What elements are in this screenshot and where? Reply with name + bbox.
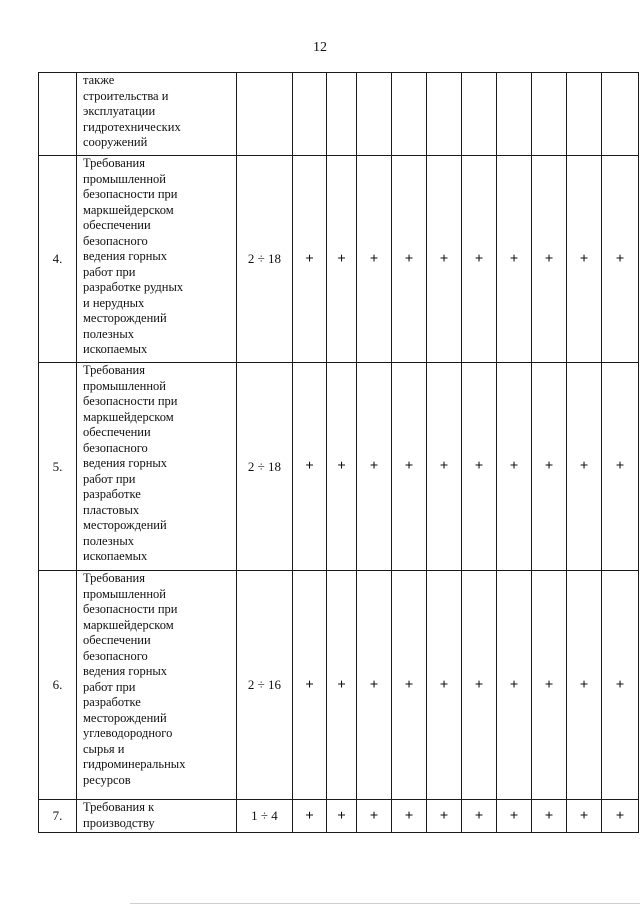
plus-mark: + — [357, 571, 392, 800]
description-line: обеспечении — [83, 218, 151, 232]
table-row — [39, 156, 639, 363]
plus-mark: + — [602, 571, 639, 800]
scan-edge-line — [130, 903, 640, 904]
range-value: 2 ÷ 16 — [237, 571, 293, 800]
plus-mark: + — [602, 363, 639, 571]
plus-mark: + — [392, 363, 427, 571]
plus-mark: + — [497, 571, 532, 800]
description-line: безопасного — [83, 233, 148, 248]
description-line: безопасности при — [83, 602, 178, 616]
plus-mark: + — [497, 156, 532, 363]
plus-mark: + — [293, 363, 327, 571]
description-line: безопасности при — [83, 394, 178, 408]
description-line: ведения горных — [83, 664, 168, 678]
description-line: гидроминеральных — [83, 757, 186, 771]
plus-mark: + — [327, 800, 357, 833]
row-number: 7. — [39, 800, 77, 833]
description-line: полезных — [83, 326, 134, 341]
table-row — [39, 571, 639, 800]
description-line: работ при — [83, 679, 136, 694]
row-number: 5. — [39, 363, 77, 571]
plus-mark: + — [602, 156, 639, 363]
plus-mark: + — [427, 363, 462, 571]
description-line: маркшейдерском — [83, 617, 174, 632]
description-line: безопасности при — [83, 187, 178, 201]
plus-mark: + — [497, 363, 532, 571]
range-value: 2 ÷ 18 — [237, 156, 293, 363]
plus-mark: + — [427, 571, 462, 800]
plus-mark: + — [327, 156, 357, 363]
range-value: 1 ÷ 4 — [237, 800, 293, 833]
description-line: углеводородного — [83, 726, 173, 740]
description-line: промышленной — [83, 171, 166, 186]
plus-mark: + — [392, 156, 427, 363]
description-line: работ при — [83, 471, 136, 486]
plus-mark — [327, 73, 357, 156]
row-number: 4. — [39, 156, 77, 363]
plus-mark — [357, 73, 392, 156]
plus-mark: + — [567, 800, 602, 833]
description-line: гидротехнических — [83, 119, 181, 134]
description-line: также — [83, 73, 115, 87]
description-line: сооружений — [83, 135, 148, 149]
plus-mark: + — [327, 363, 357, 571]
plus-mark: + — [462, 156, 497, 363]
requirements-table — [38, 72, 639, 833]
description-line: маркшейдерском — [83, 202, 174, 217]
plus-mark: + — [327, 571, 357, 800]
description-line: ведения горных — [83, 249, 168, 263]
description-line: ресурсов — [83, 772, 131, 787]
description-line: маркшейдерском — [83, 409, 174, 424]
plus-mark — [462, 73, 497, 156]
range-value: 2 ÷ 18 — [237, 363, 293, 571]
description-line: обеспечении — [83, 425, 151, 439]
plus-mark: + — [532, 571, 567, 800]
description-line: ископаемых — [83, 549, 148, 563]
description-line: месторождений — [83, 518, 167, 532]
description-line: производству — [83, 815, 155, 830]
table-row — [39, 363, 639, 571]
description-line: и нерудных — [83, 295, 145, 310]
plus-mark: + — [357, 800, 392, 833]
row-number: 6. — [39, 571, 77, 800]
plus-mark: + — [567, 571, 602, 800]
description-line: промышленной — [83, 586, 166, 601]
plus-mark: + — [602, 800, 639, 833]
description-line: Требования — [83, 363, 145, 377]
description-line: пластовых — [83, 502, 140, 517]
plus-mark: + — [532, 363, 567, 571]
plus-mark — [392, 73, 427, 156]
plus-mark: + — [357, 156, 392, 363]
page-number: 12 — [313, 40, 327, 55]
table-row — [39, 73, 639, 156]
description-line: ведения горных — [83, 456, 168, 470]
description-line: разработке — [83, 487, 141, 501]
description-line: эксплуатации — [83, 104, 156, 118]
plus-mark: + — [392, 800, 427, 833]
plus-mark: + — [293, 800, 327, 833]
plus-mark: + — [567, 156, 602, 363]
description-line: разработке — [83, 695, 141, 709]
description-line: месторождений — [83, 710, 167, 725]
description-line: Требования — [83, 156, 145, 170]
description-line: разработке рудных — [83, 280, 184, 294]
description-line: работ при — [83, 264, 136, 279]
description-line: полезных — [83, 533, 134, 548]
plus-mark: + — [567, 363, 602, 571]
plus-mark: + — [293, 156, 327, 363]
plus-mark: + — [392, 571, 427, 800]
requirement-description — [77, 156, 237, 363]
plus-mark: + — [427, 800, 462, 833]
plus-mark — [293, 73, 327, 156]
description-line: безопасного — [83, 440, 148, 455]
description-line: безопасного — [83, 648, 148, 663]
plus-mark: + — [462, 363, 497, 571]
plus-mark: + — [462, 800, 497, 833]
plus-mark — [567, 73, 602, 156]
row-number — [39, 73, 77, 156]
table-row — [39, 800, 639, 833]
plus-mark — [532, 73, 567, 156]
requirement-description — [77, 73, 237, 156]
plus-mark: + — [532, 800, 567, 833]
plus-mark — [427, 73, 462, 156]
plus-mark: + — [462, 571, 497, 800]
plus-mark: + — [532, 156, 567, 363]
requirement-description — [77, 363, 237, 571]
plus-mark: + — [293, 571, 327, 800]
requirement-description — [77, 800, 237, 833]
plus-mark: + — [497, 800, 532, 833]
plus-mark — [497, 73, 532, 156]
description-line: строительства и — [83, 88, 169, 103]
plus-mark — [602, 73, 639, 156]
description-line: месторождений — [83, 311, 167, 325]
description-line: промышленной — [83, 378, 166, 393]
plus-mark: + — [427, 156, 462, 363]
description-line: сырья и — [83, 741, 125, 756]
range-value — [237, 73, 293, 156]
description-line: обеспечении — [83, 633, 151, 647]
description-line: Требования к — [83, 800, 155, 814]
description-line: Требования — [83, 571, 145, 585]
description-line: ископаемых — [83, 342, 148, 356]
plus-mark: + — [357, 363, 392, 571]
requirement-description — [77, 571, 237, 800]
